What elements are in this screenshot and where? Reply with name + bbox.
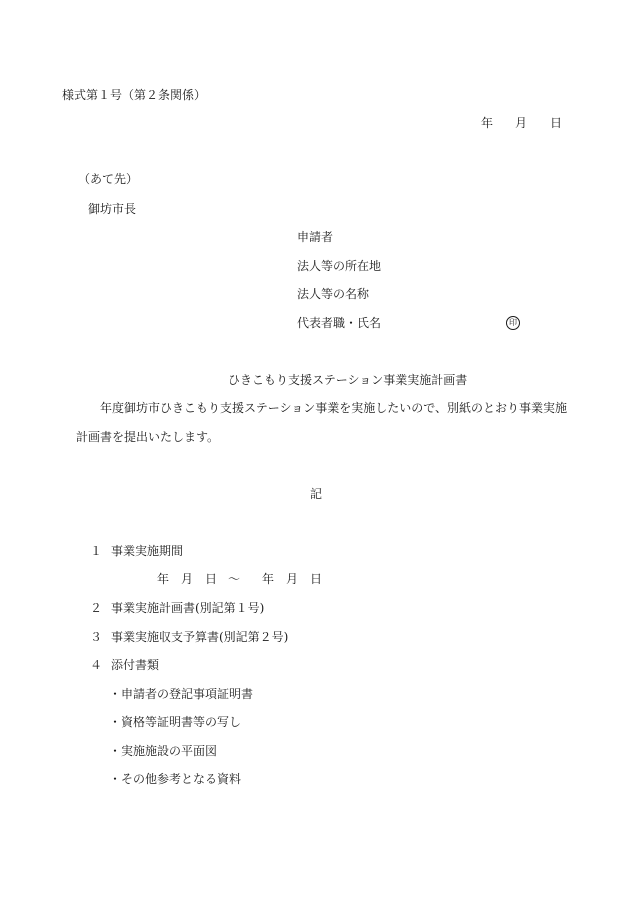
applicant-address-label: 法人等の所在地 bbox=[297, 259, 382, 273]
period-end-day: 日 bbox=[310, 572, 323, 586]
period-start-month: 月 bbox=[181, 572, 194, 586]
period-end-year: 年 bbox=[262, 572, 275, 586]
form-number: 様式第１号（第２条関係） bbox=[62, 88, 207, 102]
attachment-item: ・資格等証明書等の写し bbox=[109, 715, 242, 729]
addressee-label: （あて先） bbox=[78, 172, 139, 186]
document-title: ひきこもり支援ステーション事業実施計画書 bbox=[228, 373, 468, 387]
body-line-1: 年度御坊市ひきこもり支援ステーション事業を実施したいので、別紙のとおり事業実施 bbox=[100, 401, 568, 415]
applicant-heading: 申請者 bbox=[297, 230, 334, 244]
period-end-month: 月 bbox=[286, 572, 299, 586]
attachment-item: ・その他参考となる資料 bbox=[109, 772, 242, 786]
item-label-4: 添付書類 bbox=[111, 658, 160, 672]
item-number-1: １ bbox=[90, 544, 103, 558]
date-month: 月 bbox=[515, 116, 528, 130]
period-start-year: 年 bbox=[157, 572, 170, 586]
date-year: 年 bbox=[481, 116, 494, 130]
item-label-1: 事業実施期間 bbox=[111, 544, 184, 558]
seal-mark: 印 bbox=[506, 316, 520, 330]
period-tilde: ～ bbox=[228, 572, 241, 586]
body-line-2: 計画書を提出いたします。 bbox=[76, 430, 220, 444]
item-number-2: ２ bbox=[90, 601, 103, 615]
item-label-2: 事業実施計画書(別記第１号) bbox=[111, 601, 265, 615]
attachment-item: ・実施施設の平面図 bbox=[109, 744, 218, 758]
item-number-4: ４ bbox=[90, 658, 103, 672]
item-number-3: ３ bbox=[90, 630, 103, 644]
period-start-day: 日 bbox=[205, 572, 218, 586]
applicant-name-label: 法人等の名称 bbox=[297, 287, 370, 301]
ki-heading: 記 bbox=[310, 487, 323, 501]
applicant-representative-label: 代表者職・氏名 bbox=[297, 316, 382, 330]
item-label-3: 事業実施収支予算書(別記第２号) bbox=[111, 630, 289, 644]
date-day: 日 bbox=[550, 116, 563, 130]
attachment-item: ・申請者の登記事項証明書 bbox=[109, 687, 254, 701]
addressee-name: 御坊市長 bbox=[88, 202, 137, 216]
